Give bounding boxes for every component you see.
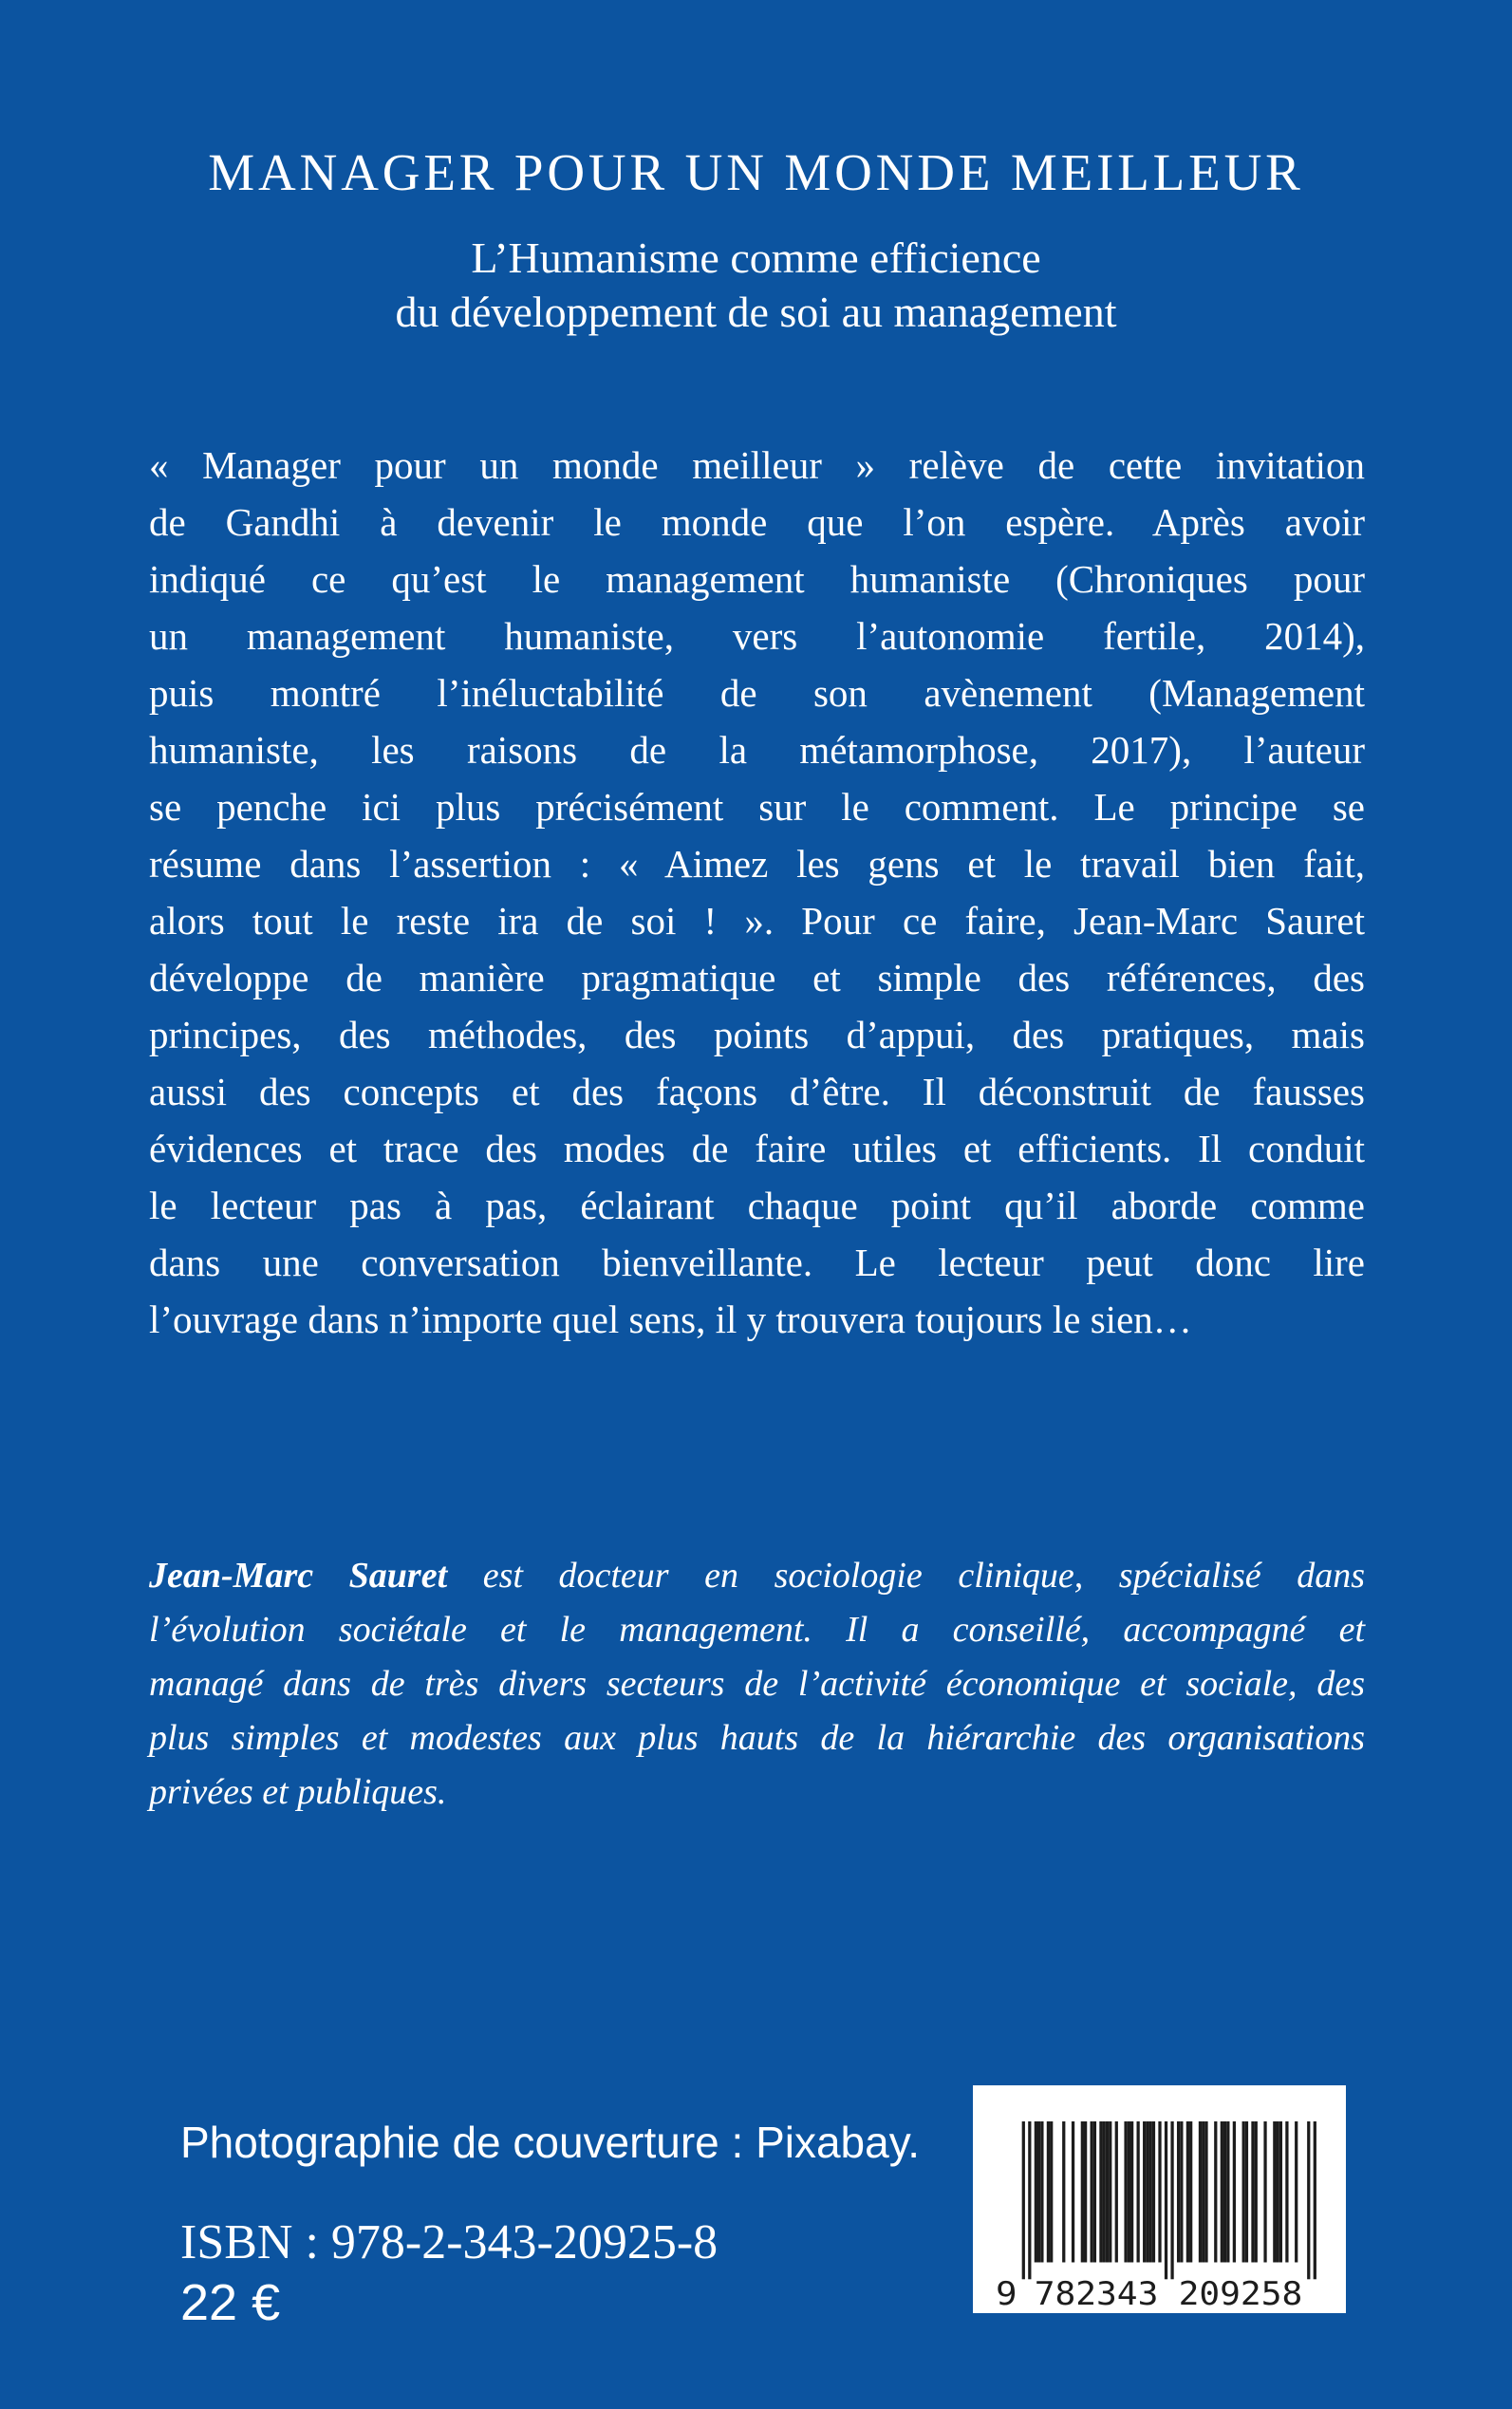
synopsis-line: indiqué ce qu’est le management humaniste (Chroniques pour bbox=[149, 557, 1365, 601]
synopsis-line: alors tout le reste ira de soi ! ». Pour ce faire, Jean-Marc Sauret bbox=[149, 899, 1365, 943]
bio-line-first bbox=[149, 1549, 1365, 1603]
synopsis-line: évidences et trace des modes de faire utiles et efficients. Il conduit bbox=[149, 1127, 1365, 1170]
synopsis-line: aussi des concepts et des façons d’être. Il déconstruit de fausses bbox=[149, 1070, 1365, 1113]
synopsis bbox=[149, 437, 1365, 1348]
synopsis-line: principes, des méthodes, des points d’appui, des pratiques, mais bbox=[149, 1013, 1365, 1056]
synopsis-line: résume dans l’assertion : « Aimez les gens et le travail bien fait, bbox=[149, 842, 1365, 886]
subtitle-line: du développement de soi au management bbox=[395, 288, 1117, 336]
barcode-digits-group2: 209258 bbox=[1178, 2275, 1302, 2307]
subtitle-line: L’Humanisme comme efficience bbox=[471, 233, 1041, 282]
barcode-panel bbox=[973, 2085, 1346, 2313]
synopsis-line: humaniste, les raisons de la métamorphose, 2017), l’auteur bbox=[149, 728, 1365, 772]
barcode-bars bbox=[1021, 2121, 1316, 2279]
author-name: Jean-Marc Sauret bbox=[149, 1556, 448, 1596]
bio-line: managé dans de très divers secteurs de l’activité économique et sociale, des bbox=[149, 1664, 1365, 1704]
synopsis-line: se penche ici plus précisément sur le comment. Le principe se bbox=[149, 785, 1365, 829]
synopsis-line: un management humaniste, vers l’autonomie fertile, 2014), bbox=[149, 614, 1365, 658]
photo-credit: Photographie de couverture : Pixabay. bbox=[180, 2118, 921, 2167]
synopsis-line: développe de manière pragmatique et simple des références, des bbox=[149, 956, 1365, 999]
isbn-text: ISBN : 978-2-343-20925-8 bbox=[180, 2215, 719, 2269]
bio-middle-lines bbox=[149, 1603, 1365, 1765]
book-title: MANAGER POUR UN MONDE MEILLEUR bbox=[208, 143, 1304, 201]
book-subtitle bbox=[0, 231, 1512, 339]
bio-line: l’évolution sociétale et le management. Il a conseillé, accompagné et bbox=[149, 1610, 1365, 1650]
price-text: 22 € bbox=[180, 2274, 281, 2331]
barcode-digit-left: 9 bbox=[995, 2275, 1017, 2307]
bio-first-line-text: est docteur en sociologie clinique, spécialisé dans bbox=[447, 1556, 1366, 1596]
author-bio bbox=[149, 1549, 1365, 1820]
synopsis-line: l’ouvrage dans n’importe quel sens, il y trouvera toujours le sien… bbox=[149, 1298, 1192, 1341]
bio-line: plus simples et modestes aux plus hauts de la hiérarchie des organisations bbox=[149, 1718, 1365, 1758]
synopsis-line: de Gandhi à devenir le monde que l’on espère. Après avoir bbox=[149, 500, 1365, 544]
synopsis-line: dans une conversation bienveillante. Le lecteur peut donc lire bbox=[149, 1241, 1365, 1284]
barcode-svg bbox=[991, 2121, 1329, 2307]
synopsis-line: « Manager pour un monde meilleur » relève de cette invitation bbox=[149, 443, 1365, 487]
synopsis-line: puis montré l’inéluctabilité de son avènement (Management bbox=[149, 671, 1365, 715]
barcode-digits-group1: 782343 bbox=[1034, 2275, 1158, 2307]
bio-last-line: privées et publiques. bbox=[149, 1772, 447, 1812]
synopsis-line: le lecteur pas à pas, éclairant chaque point qu’il aborde comme bbox=[149, 1184, 1365, 1227]
